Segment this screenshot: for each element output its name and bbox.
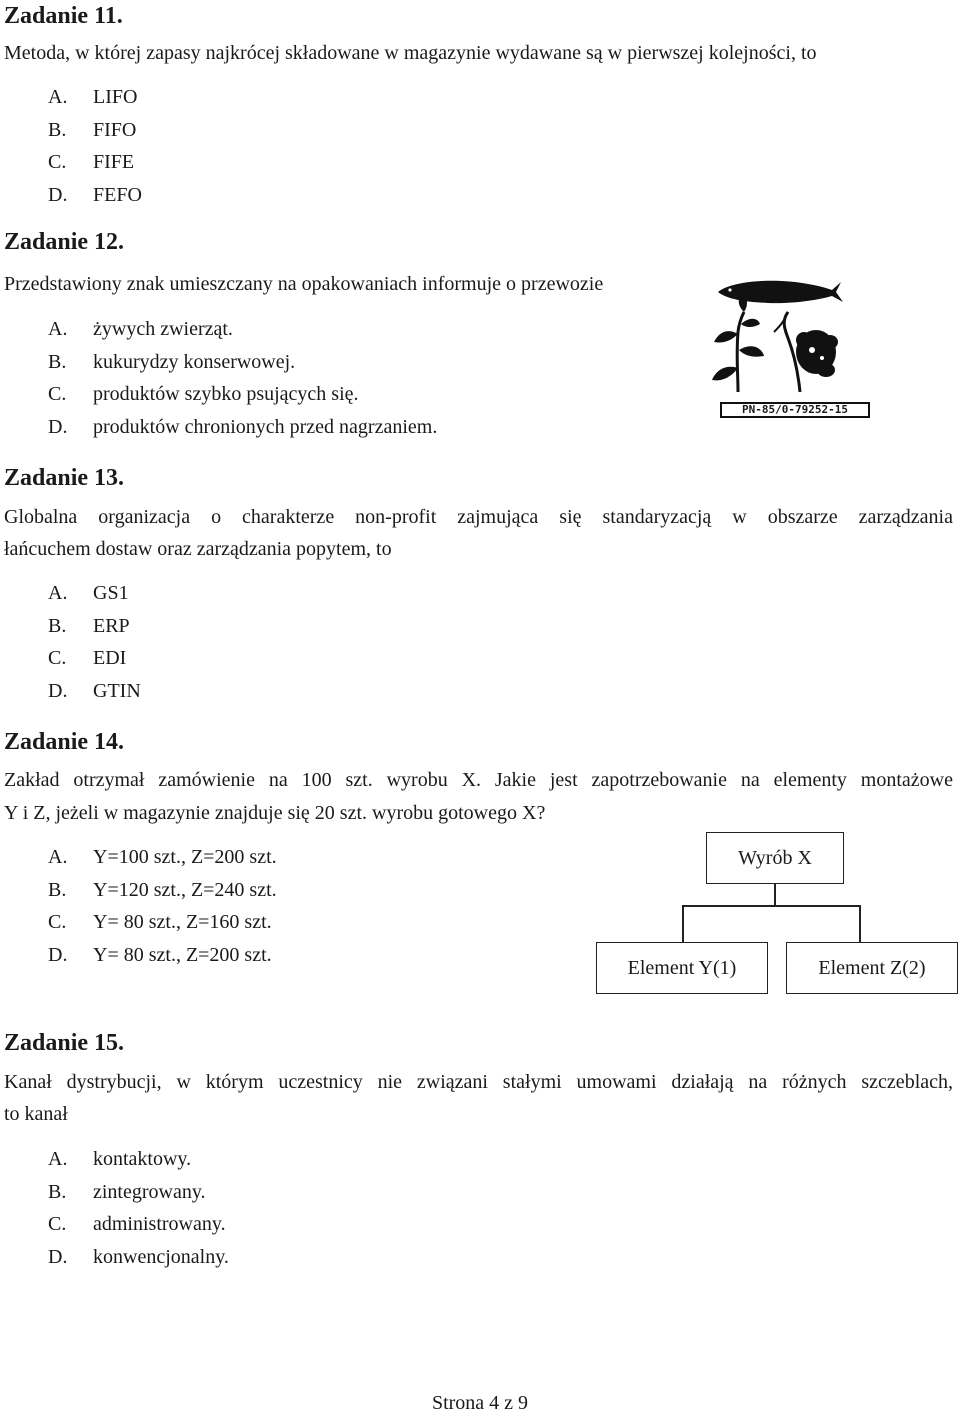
task-13-question-line2: łańcuchem dostaw oraz zarządzania popytem, to xyxy=(4,538,392,560)
page-number: Strona 4 z 9 xyxy=(431,1392,529,1414)
diagram-connector xyxy=(774,884,776,906)
diagram-root-box: Wyrób X xyxy=(706,832,844,884)
product-structure-diagram xyxy=(590,830,960,1000)
task-13-heading: Zadanie 13. xyxy=(4,465,125,491)
task-14-options: A. Y=100 szt., Z=200 szt. B. Y=120 szt., Z=240 szt. C. Y= 80 szt., Z=160 szt. D. Y= 80 szt., Z=200 szt. xyxy=(48,846,277,966)
perishable-goods-sign xyxy=(708,272,878,424)
task-11-options: A. LIFO B. FIFO C. FIFE D. FEFO xyxy=(48,86,142,206)
task-13-question-line1: Globalna organizacja o charakterze non-profit zajmująca się standaryzacją w obszarze zarządzania xyxy=(4,506,953,528)
task-15-options: A. kontaktowy. B. zintegrowany. C. administrowany. D. konwencjonalny. xyxy=(48,1148,229,1268)
task-11-heading: Zadanie 11. xyxy=(4,3,123,29)
task-12-options: A. żywych zwierząt. B. kukurydzy konserwowej. C. produktów szybko psujących się. D. produktów chronionych przed nagrzaniem. xyxy=(48,318,438,438)
diagram-right-box: Element Z(2) xyxy=(786,942,958,994)
task-15-question-line1: Kanał dystrybucji, w którym uczestnicy nie związani stałymi umowami działają na różnych szczeblach, xyxy=(4,1071,953,1093)
task-11-question: Metoda, w której zapasy najkrócej składowane w magazynie wydawane są w pierwszej kolejności, to xyxy=(4,42,817,64)
task-15-heading: Zadanie 15. xyxy=(4,1030,125,1056)
diagram-left-box: Element Y(1) xyxy=(596,942,768,994)
task-12-question: Przedstawiony znak umieszczany na opakowaniach informuje o przewozie xyxy=(4,273,604,295)
task-14-heading: Zadanie 14. xyxy=(4,729,125,755)
fish-and-plants-icon xyxy=(708,272,878,402)
diagram-connector xyxy=(682,905,684,943)
diagram-connector xyxy=(682,905,860,907)
sign-standard-label: PN-85/0-79252-15 xyxy=(720,402,870,418)
task-13-options: A. GS1 B. ERP C. EDI D. GTIN xyxy=(48,582,141,702)
task-14-question-line2: Y i Z, jeżeli w magazynie znajduje się 20 szt. wyrobu gotowego X? xyxy=(4,802,546,824)
task-14-question-line1: Zakład otrzymał zamówienie na 100 szt. wyrobu X. Jakie jest zapotrzebowanie na elementy montażowe xyxy=(4,769,953,791)
task-12-heading: Zadanie 12. xyxy=(4,229,125,255)
task-15-question-line2: to kanał xyxy=(4,1103,68,1125)
diagram-connector xyxy=(859,905,861,943)
